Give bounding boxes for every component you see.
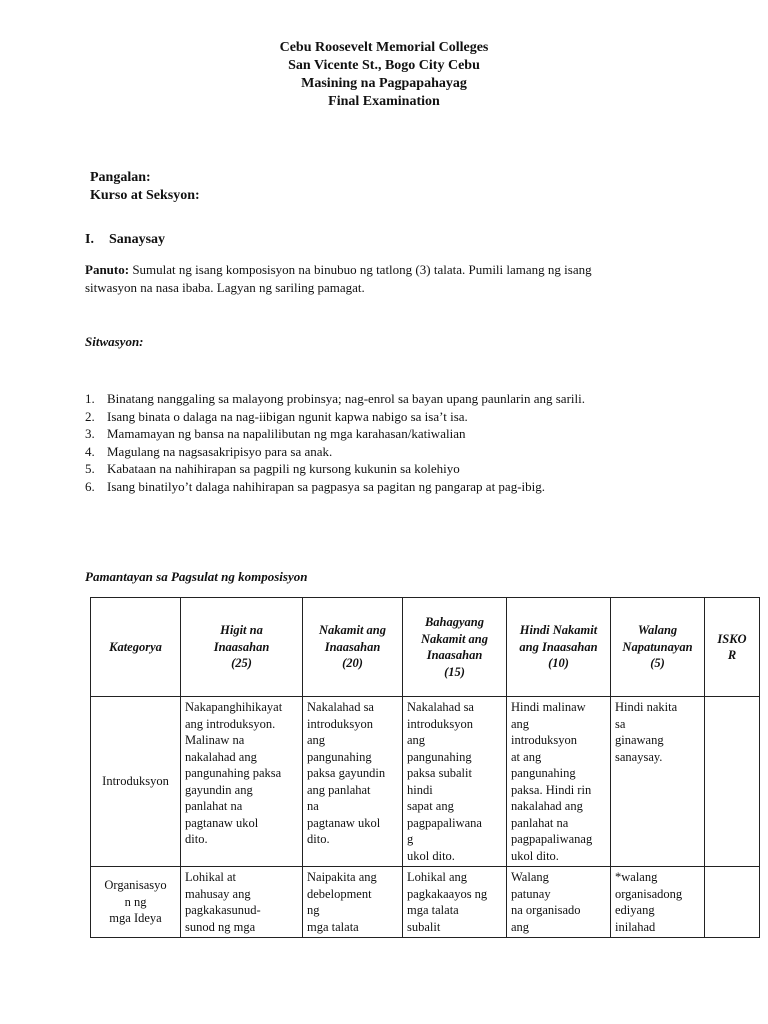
header-line: Kategorya [109,639,162,654]
subject-title: Masining na Pagpapahayag [301,76,467,91]
rubric-cell [303,697,403,867]
rubric-header-cell [303,598,403,697]
header-line: Bahagyang [424,615,485,629]
cell-line: introduksyon [307,716,373,731]
cell-line: pangunahing [511,766,576,780]
list-item [85,460,585,478]
cell-line: Naipakita ang [307,870,377,884]
name-field-label: Pangalan: [90,170,151,185]
rubric-header-row [91,598,760,697]
list-number: 5. [85,461,95,477]
cell-line: paksa gayundin [307,766,386,780]
instructions-label: Panuto: [85,262,130,277]
cell-line: sanaysay. [615,749,663,764]
cell-line: pagkakaayos ng [407,886,488,901]
list-number: 3. [85,426,95,442]
header-line: Inaasahan [324,639,381,654]
rubric-cell [705,867,760,938]
list-number: 2. [85,408,95,424]
cell-line: dito. [185,832,208,846]
cell-line: Lohikal ang [407,870,468,884]
cell-line: Lohikal at [185,870,237,884]
list-item [85,408,585,426]
cell-line: ang [511,919,530,934]
cell-line: pangunahing paksa [185,766,282,780]
rubric-body [91,697,760,938]
list-item [85,425,585,443]
rubric-category-cell [91,697,181,867]
list-number: 1. [85,391,95,406]
list-text: Binatang nanggaling sa malayong probinsya; nag-enrol sa bayan upang paunlarin ang sarili. [107,391,585,406]
header-line: Napatunayan [622,639,693,654]
header-line: ISKO [717,631,747,646]
table-row [91,697,760,867]
rubric-header-cell [611,598,705,697]
rubric-cell [303,867,403,938]
cell-line: ang [307,733,326,747]
header-line: (25) [231,656,252,671]
header-line: Higit na [220,623,263,638]
school-name: Cebu Roosevelt Memorial Colleges [279,40,489,55]
cell-line: pagpapaliwana [407,815,482,830]
cell-line: introduksyon [511,733,577,747]
cell-line: ginawang [615,733,664,747]
cell-line: inilahad [615,919,656,934]
cell-line: ukol dito. [407,848,455,863]
section-number: I. [85,232,94,247]
cell-line: debelopment [307,886,372,901]
cell-line: nakalahad ang [185,749,257,764]
category-line: Organisasyo [104,878,167,893]
section-title: Sanaysay [109,232,166,247]
criteria-title: Pamantayan sa Pagsulat ng komposisyon [85,569,308,584]
course-field-label: Kurso at Seksyon: [90,188,200,203]
cell-line: na [307,799,319,813]
table-row [91,867,760,938]
situations-label: Sitwasyon: [85,334,144,349]
category-line: mga Ideya [109,911,162,926]
cell-line: sapat ang [407,799,454,813]
rubric-cell [705,697,760,867]
rubric-table [90,597,760,938]
cell-line: pagkakasunud- [185,903,261,917]
cell-line: paksa. Hindi rin [511,782,592,797]
header-line: Hindi Nakamit [519,623,598,638]
cell-line: pagtanaw ukol [307,815,381,830]
list-text: Magulang na nagsasakripisyo para sa anak. [107,443,333,459]
list-number: 6. [85,478,95,494]
rubric-cell [507,867,611,938]
cell-line: ukol dito. [511,848,559,863]
cell-line: panlahat na [185,799,243,813]
cell-line: ang [511,716,530,731]
instructions-line-2: sitwasyon na nasa ibaba. Lagyan ng sariling pamagat. [85,280,365,295]
cell-line: Hindi nakita [615,700,678,714]
header-line: Inaasahan [213,639,270,654]
cell-line: ng [307,903,320,917]
cell-line: ediyang [615,903,655,917]
list-item [85,443,585,461]
list-text: Kabataan na nahihirapan sa pagpili ng kursong kukunin sa kolehiyo [107,461,460,477]
cell-line: gayundin ang [185,782,253,797]
cell-line: Nakapanghihikayat [185,700,283,714]
cell-line: sa [615,716,626,731]
list-text: Isang binata o dalaga na nag-iibigan ngunit kapwa nabigo sa isa’t isa. [107,408,468,424]
document-header [0,39,768,111]
category-line: Introduksyon [102,774,169,789]
rubric-header-cell [403,598,507,697]
cell-line: nakalahad ang [511,799,583,813]
cell-line: subalit [407,919,441,934]
cell-line: ang introduksyon. [185,716,276,731]
situation-list [85,390,585,496]
rubric-cell [403,867,507,938]
cell-line: Walang [511,870,549,884]
rubric-cell [611,867,705,938]
header-line: (15) [444,664,465,679]
rubric-category-cell [91,867,181,938]
list-text: Isang binatilyo’t dalaga nahihirapan sa pagpasya sa pagitan ng pangarap at pag-ibig. [107,478,546,494]
list-item [85,478,585,496]
cell-line: Hindi malinaw [511,700,586,714]
cell-line: Nakalahad sa [307,700,374,714]
cell-line: dito. [307,832,330,846]
cell-line: patunay [511,886,551,901]
cell-line: paksa subalit [407,766,472,780]
header-line: Inaasahan [426,648,483,662]
cell-line: hindi [407,782,433,797]
cell-line: mga talata [407,903,459,917]
rubric-cell [507,697,611,867]
cell-line: at ang [511,749,542,764]
list-number: 4. [85,443,95,459]
cell-line: g [407,832,414,846]
instructions [85,261,645,297]
cell-line: na organisado [511,903,581,917]
cell-line: pagpapaliwanag [511,832,593,846]
header-line: ang Inaasahan [519,639,598,654]
header-line: R [727,648,737,662]
section-heading [85,232,165,248]
list-item [85,390,585,408]
cell-line: ang [407,733,426,747]
cell-line: mahusay ang [185,886,251,901]
header-line: (10) [548,656,569,671]
cell-line: panlahat na [511,815,569,830]
rubric-cell [403,697,507,867]
cell-line: mga talata [307,919,359,934]
category-line: n ng [124,894,147,909]
header-line: (20) [342,656,363,671]
cell-line: introduksyon [407,716,473,731]
header-line: (5) [650,656,665,671]
rubric-header-cell [181,598,303,697]
rubric-header-cell [91,598,181,697]
cell-line: Nakalahad sa [407,700,474,714]
cell-line: sunod ng mga [185,919,256,934]
cell-line: organisadong [615,886,683,901]
school-address: San Vicente St., Bogo City Cebu [288,58,480,73]
cell-line: pangunahing [307,749,372,764]
instructions-line-1: Sumulat ng isang komposisyon na binubuo ng tatlong (3) talata. Pumili lamang ng isang [132,262,592,277]
header-line: Walang [637,623,678,638]
rubric-header-cell [507,598,611,697]
cell-line: pangunahing [407,749,472,764]
rubric-header-cell [705,598,760,697]
exam-title: Final Examination [328,94,440,109]
rubric-cell [181,867,303,938]
rubric-cell [181,697,303,867]
cell-line: pagtanaw ukol [185,815,259,830]
list-text: Mamamayan ng bansa na napalilibutan ng mga karahasan/katiwalian [107,426,466,442]
cell-line: *walang [615,870,658,884]
cell-line: ang panlahat [307,782,371,797]
header-line: Nakamit ang [318,623,387,638]
header-line: Nakamit ang [420,631,489,646]
rubric-cell [611,697,705,867]
cell-line: Malinaw na [185,733,245,747]
